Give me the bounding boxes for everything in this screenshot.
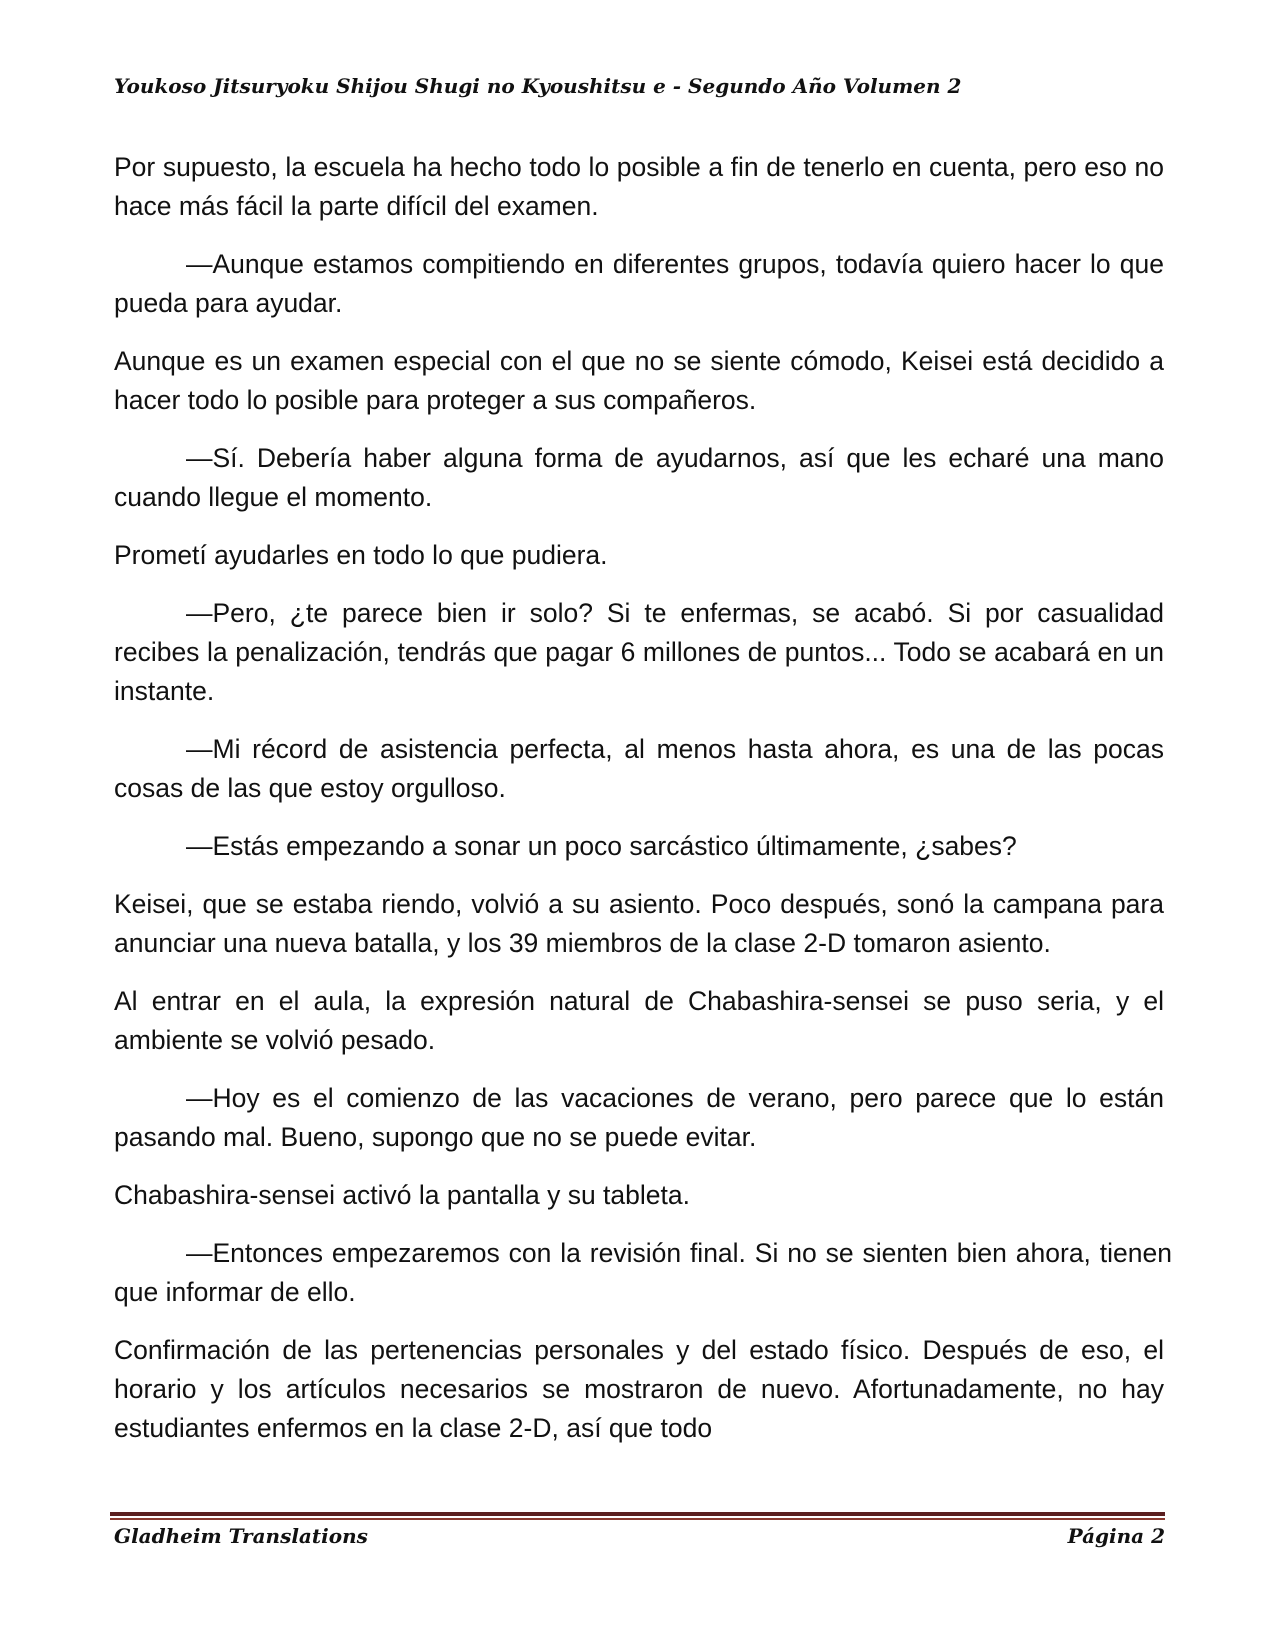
paragraph-13: —Entonces empezaremos con la revisión final. Si no se sienten bien ahora, tienen que informar de ello.: [114, 1238, 1172, 1307]
paragraph-3: Aunque es un examen especial con el que no se siente cómodo, Keisei está decidido a hacer todo lo posible para proteger a sus compañeros.: [114, 346, 1164, 415]
footer-page-number: Página 2: [1067, 1524, 1165, 1548]
paragraph-10: Al entrar en el aula, la expresión natural de Chabashira-sensei se puso seria, y el ambiente se volvió pesado.: [114, 986, 1164, 1055]
paragraph-8: —Estás empezando a sonar un poco sarcástico últimamente, ¿sabes?: [186, 831, 1017, 861]
paragraph-6: —Pero, ¿te parece bien ir solo? Si te enfermas, se acabó. Si por casualidad recibes la penalización, tendrás que pagar 6 millones de puntos... Todo se acabará en un instante.: [114, 598, 1164, 706]
document-body: [114, 148, 1172, 1467]
paragraph-12: Chabashira-sensei activó la pantalla y su tableta.: [114, 1180, 690, 1210]
paragraph-11: —Hoy es el comienzo de las vacaciones de verano, pero parece que lo están pasando mal. Bueno, supongo que no se puede evitar.: [114, 1083, 1164, 1152]
footer-divider: [110, 1512, 1165, 1520]
paragraph-2: —Aunque estamos compitiendo en diferentes grupos, todavía quiero hacer lo que pueda para ayudar.: [114, 249, 1164, 318]
paragraph-14: Confirmación de las pertenencias personales y del estado físico. Después de eso, el horario y los artículos necesarios se mostraron de nuevo. Afortunadamente, no hay estudiantes enfermos en la clase 2-D, así que todo: [114, 1335, 1164, 1443]
paragraph-9: Keisei, que se estaba riendo, volvió a su asiento. Poco después, sonó la campana para anunciar una nueva batalla, y los 39 miembros de la clase 2-D tomaron asiento.: [114, 889, 1164, 958]
footer-translator: Gladheim Translations: [114, 1524, 368, 1548]
footer-divider-thin: [110, 1518, 1165, 1520]
paragraph-7: —Mi récord de asistencia perfecta, al menos hasta ahora, es una de las pocas cosas de las que estoy orgulloso.: [114, 734, 1164, 803]
paragraph-5: Prometí ayudarles en todo lo que pudiera.: [114, 540, 608, 570]
paragraph-4: —Sí. Debería haber alguna forma de ayudarnos, así que les echaré una mano cuando llegue el momento.: [114, 443, 1164, 512]
paragraph-1: Por supuesto, la escuela ha hecho todo lo posible a fin de tenerlo en cuenta, pero eso no hace más fácil la parte difícil del examen.: [114, 152, 1164, 221]
page-header-title: Youkoso Jitsuryoku Shijou Shugi no Kyoushitsu e - Segundo Año Volumen 2: [114, 74, 962, 98]
